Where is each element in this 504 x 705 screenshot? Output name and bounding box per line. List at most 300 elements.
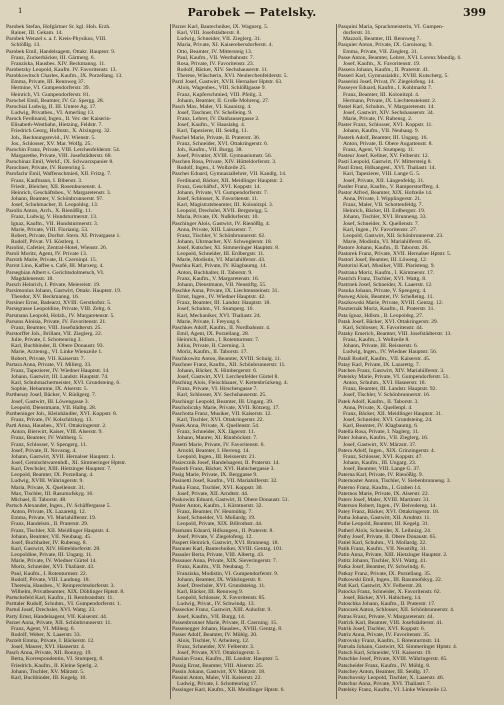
directory-entry: Johann, Tischler, XVI. Brunneng. 33. <box>343 214 427 221</box>
directory-entry: Parolin Anton, Arch., X. Rienößlg. 11. <box>6 208 93 215</box>
directory-entry: Karl, Tischler, XVI. Ottakringerstr. 22. <box>177 417 264 423</box>
directory-entry: Ludwig, Schneider, VII. Zieglerg. 31. <box>177 36 262 43</box>
directory-entry: Franz, Agent, VI. Millerg. 6. <box>11 625 75 632</box>
directory-entry: Partheninger Joh., Kleinhändler, XVI. Koppstr. 8. <box>6 410 118 417</box>
directory-entry: Patschke Josef, Private, XVIII. Währingerstr. 65. <box>338 656 448 663</box>
directory-entry: Paterson Robert, Ingen., IV. Belvedereg. 14. <box>338 502 437 509</box>
directory-entry: Josef, Privatier, XVIII. Gymnasiumstr. 56. <box>177 152 273 159</box>
directory-entry: Marie, Private, IV. Wiedner Gürtel 14. <box>11 558 97 565</box>
directory-entry: Berta, Korrespondentin, VI. Stumperg. 8. <box>11 656 104 663</box>
directory-entry: Pastorek Franz, Private, XVII. Hernalser Hptstr. 5. <box>338 251 452 258</box>
directory-entry: Josef, Private, II. Novarag. 4. <box>11 447 77 454</box>
directory-entry: Party Ernst, Handelsagent, VII. Kaiserstr. 44. <box>6 613 108 620</box>
directory-entry: Patoczek Anton, Schlosser, XII. Schönbrunnerstr. 4. <box>338 607 455 614</box>
directory-entry: Leopold, Drechsler, XVII. Bergsteigg. 5. <box>177 208 269 215</box>
directory-entry: Johann, Gastwirt, XVII. Hernalser Hauptstr. 1. <box>11 453 116 460</box>
directory-entry: Ignaz, Kaufm., VII. Hundsturmerstr. 3. <box>11 220 99 227</box>
directory-entry: Paschkes Adolf, Kaufm., II. Nordbahnstr. 4. <box>172 324 271 331</box>
directory-entry: Josef, Private, XVI. Ottakringerstr. 5. <box>177 650 261 657</box>
directory-entry: Franz, Beamter, IV. Waltherg. 5. <box>11 435 84 442</box>
directory-entry: Patruda Johann, Gastwirt, XI. Simmeringer Hptstr. 4. <box>338 644 458 651</box>
directory-entry: Maria, Private, XI. Kaiserebersdorferstr. 4. <box>177 42 273 49</box>
directory-entry: Magdalenenstr. 18. <box>11 275 54 282</box>
directory-entry: Passauer Anna, Private, XIX. Sieveringerstr. 7. <box>172 558 278 565</box>
directory-entry: Franz, Private, IV. Kolschitzkyg. 13. <box>11 417 93 423</box>
directory-entry: Pasuka Johann, Private, V. Spengerg. 4. <box>338 288 427 295</box>
directory-entry: Robert, Private, VII. Kaiserstr. 7. <box>11 355 85 362</box>
directory-entry: Pascholiczky Marie, Private, XVII. Rötzerg. 17. <box>172 404 280 411</box>
directory-entry: Johann, Bäcker, X. Himbergerstr. 6. <box>177 367 258 374</box>
directory-entry: Josef, Private, XII. Arndtstr. 44. <box>177 490 249 497</box>
directory-entry: Ludwig, Privat., IV. Schwindg. 13. <box>177 601 255 608</box>
directory-entry: Anna, Private, X. Quellenpl. 4. <box>343 404 413 411</box>
directory-entry: Pasrauer Karl, Bautechniker, XVIII. Gentzg. 101. <box>172 545 283 552</box>
directory-entry: Josef, Kaufm., X. Favoritenstr. 19. <box>343 60 421 67</box>
directory-entry: Patey Franz, Bäcker, XVI. Ottakringerstr. 18. <box>338 509 440 516</box>
directory-entry: Pasinetti Josef, Kaufm., VII. Mariahilferstr. 32. <box>172 478 278 485</box>
directory-entry: Joh., Kaufm., VII. Burgg. 38. <box>177 146 243 153</box>
directory-entry: Josef, Schneider, VI. Mollardg. 19. <box>177 515 256 522</box>
directory-entry: Ludwig, Privatbes., VI. Amerling 13. <box>11 109 95 116</box>
directory-entry: Passera Johann, Kaufm., II. Praterstr. 41. <box>338 66 430 73</box>
directory-entry: Paschotta Franz, Musiker, VII. Kaiserstr. 12. <box>172 410 272 417</box>
directory-entry: Passecker Franz, Gastwirt, XIII. Auhofstr. 9. <box>172 607 272 614</box>
directory-entry: Johann, Kaufm., VII. Neubaug. 9. <box>343 128 420 135</box>
directory-entry: Emma, Private, III. Rennweg 37. <box>11 79 85 86</box>
directory-entry: Franz, Geschäftsf., XVI. Koppstr. 14. <box>177 183 261 190</box>
directory-entry: Patschovsky Leopold, Tischler, X. Laaerstr. 46. <box>338 674 445 681</box>
directory-entry: Paspert Heinrich, Gastwirt, XVI. Brunneng. 18. <box>172 539 279 546</box>
directory-entry: Franz, Schlosser, XVI. Koppstr. 47. <box>343 453 423 460</box>
directory-entry: Josef, Taschner, IV. Schelleing. 9. <box>177 109 253 116</box>
directory-entry: Josef, Maurer, XVI. Hasnerstr. 4. <box>11 644 86 651</box>
directory-entry: Josef, Schuhm., VI. Stumperg. 16. <box>177 306 254 313</box>
directory-entry: Patchen Franz, Gastwirt, XIV. Mariahilferstr. 3. <box>338 367 445 374</box>
directory-entry: Johann, Maurer, XI. Rinnböckstr. 7. <box>177 435 258 442</box>
directory-entry: Patocka Franz, Schneider, X. Favoritenstr. 62. <box>338 588 441 595</box>
directory-entry: Patras Franz, Private, V. Margaretenstr. 44. <box>338 613 435 620</box>
directory-entry: Josef, Private, XII. Längenfeldg. 31. <box>343 177 425 184</box>
directory-entry: Leopold, Private, XIX. Billrothstr. 44. <box>177 521 263 528</box>
directory-entry: Anton, Bierwirt, Kaiser, VIII. Alserstr. 9. <box>11 429 103 436</box>
directory-entry: Josef, Gastwirt, XV. Märzstr. 37. <box>343 441 417 448</box>
directory-entry: Rudolf, Privat. VI. Köstlerg. 1. <box>11 238 81 245</box>
directory-entry: Parsimonius Johann, Gastwirt, Ottakr. Hauptstr. 19. <box>6 288 122 295</box>
directory-entry: Pathy Josef, Private, II. Obere Donaustr. 65. <box>338 533 437 540</box>
directory-entry: Johann, Private, VI. Gumpendorferstr. 7. <box>177 189 269 196</box>
directory-entry: Paska Franz, Tischler, XVI. Koppstr. 30. <box>172 484 263 491</box>
directory-entry: Pasweg Alois, Beamter, IV. Schelleing. 11. <box>338 294 434 301</box>
directory-entry: Johann, Tischler, XV. Märzstr. 5. <box>11 668 85 675</box>
directory-entry: Patall Rudolf, Kaufm., VII. Kaiserstr. 45. <box>338 355 431 362</box>
directory-entry: Franz, Lehrer, IV. Danhausergasse 2. <box>177 116 260 123</box>
directory-entry: Josef, Beamter, VIII. Lange G. 37. <box>343 466 421 473</box>
directory-entry: Patay Karl, Private, IX. Lazarettg. 7. <box>338 361 421 368</box>
directory-entry: Parochel Emil, Beamter, IV. Gr. Spergg. 28. <box>6 97 105 104</box>
directory-entry: Pasch Anna, Private, XII. Bonnyg. 19. <box>6 650 92 657</box>
directory-entry: Parofachr Emil, Waffenschmied, XII. Fritzg. 7. <box>6 171 112 178</box>
directory-entry: Marie, Modistin, VI. Mariahilferstr. 43. <box>177 257 266 264</box>
directory-entry: Parttaler Rudolf, Schuhm., VI. Gumpendorferstr. 1. <box>6 601 122 608</box>
directory-entry: Pastler Franz, Kaufm., V. Ramperstorfferg. 4. <box>338 183 440 190</box>
directory-entry: Leopold, Dienstmann, VII. Halbg. 28. <box>11 404 97 411</box>
directory-entry: Rudolf, Ingen., I. Wollzeile 25. <box>177 165 247 172</box>
directory-entry: Paskowitz Eduard, Gastwirt, II. Obere Donaustr. 51. <box>172 496 289 503</box>
directory-entry: Patha Johann, Gastwirt, XII. Arndtstr. 11. <box>338 515 431 522</box>
directory-entry: Pataky Emerich, Beamter, VIII. Josefstädterstr. 13. <box>338 331 452 338</box>
directory-entry: Paschke Anna, Private, IX. Liechtensteinstr. 31. <box>172 288 279 295</box>
directory-entry: Passer Adolf, Beamter, IV. Mühlg. 20. <box>172 631 258 638</box>
directory-entry: Josef, Gastwirt, III. Löwengasse 3. <box>11 398 89 405</box>
directory-entry: Karl, Schlosser, X. Favoritenstr. 44. <box>343 324 424 331</box>
directory-entry: Paschkowitz Anton, Beamter, XVIII. Schulg. 11. <box>172 355 282 362</box>
directory-entry: Parochin Franz, Private, VIII. Lerchenfelderstr. 54. <box>6 146 121 153</box>
directory-entry: Karl, Beamter, IV. Klagbaumg. 6. <box>343 423 419 430</box>
running-head: Parobek — Patelsky. <box>187 6 317 19</box>
directory-entry: Marie, Private, IV. Rubensg. 2. <box>343 116 413 123</box>
directory-entry: Pathe Leopold, Beamter, III. Kegelg. 31. <box>338 521 430 528</box>
directory-entry: Pasching Alois, Fleischhauer, V. Kettenbrückeng. 4. <box>172 380 289 387</box>
directory-entry: Patiel Karl, Schuhm., VI. Mollardg. 22. <box>338 539 427 546</box>
directory-entry: Johann, Private, III. Reisnerstr. 6. <box>343 343 419 350</box>
directory-entry: Ludwig, XVIII. Währingerstr. 9. <box>11 478 84 485</box>
directory-entry: Josef, Bäcker, XVI. Habicherg. 14. <box>343 595 422 602</box>
directory-entry: Franz, Bäcker, XII. Meidlinger Hauptstr. 31. <box>343 410 443 417</box>
directory-entry: Patrovsky Franz, Kaufm., I. Rotenturmstr. 14. <box>338 638 441 645</box>
directory-entry: Franziska, Hausbes. XIV. Beckmanng. 11. <box>11 60 106 67</box>
directory-entry: Karl, Magistratsbeamter, III. Kolonitzpl. 3. <box>177 202 274 209</box>
directory-entry: Heinrich, Hdlsm., I. Rotenturmstr. 7. <box>177 337 260 344</box>
directory-entry: Josef, Gastwirt, XVI. Lerchenfelder Gürtel 8. <box>177 374 279 381</box>
column-3 <box>338 24 500 699</box>
directory-entry: Leopold, Schneider, III. Erdbergstr. 11. <box>177 251 265 258</box>
directory-entry: Karl, Schuhmachermeister, XVI. Grundsteing. 6. <box>11 380 121 387</box>
directory-entry: Patsch Karl, Schneider, VII. Kaiserstr. 19. <box>338 650 432 657</box>
directory-entry: Paterno Franz, Kaufm., I. Graben 14. <box>338 484 422 491</box>
directory-entry: Patherl Alois, Schneider, X. Leibnizg. 24. <box>338 527 432 534</box>
directory-entry: Franz, Kaufmann, I. Biberstr. 3. <box>11 177 83 184</box>
directory-entry: Leopold, Ingen., III. Reisnerstr. 21. <box>177 453 256 460</box>
directory-entry: Maria, Private, IX. Nußdorferstr. 10. <box>177 214 259 221</box>
directory-entry: Emma, Private, VII. Zieglerg. 31. <box>343 48 419 55</box>
directory-entry: Margarethe, Private, VIII. Josefstädterstr. 68. <box>11 152 112 159</box>
directory-entry: Passe Anton, Beamter, Lehrer, XVI. Lorenz Mandlg. 6. <box>338 54 462 61</box>
directory-entry: Paternos Marie, Private, IX. Alserstr. 22. <box>338 490 430 497</box>
directory-entry: Parzl Josef, Gastwirt, XVII. Hernalser Hptstr. 63. <box>172 79 283 86</box>
directory-entry: Johann, Beamter, V. Schönbrunnerstr. 97. <box>11 195 104 202</box>
directory-entry: Patak Josef, Bäcker, XVI. Ottakringerstr. 29. <box>338 318 439 325</box>
directory-entry: Pasetti Marie, Private, IV. Favoritenstr. 6. <box>172 441 265 448</box>
directory-entry: Josef, Kutscher, XI. Simmeringer Hauptstr. 8. <box>177 245 280 252</box>
directory-entry: Max, Tischler, III. Rasumofskyg. 16. <box>11 490 94 497</box>
directory-entry: Theresia, Hausbes., V. Reinprechtsdorferstr. 3. <box>11 582 115 589</box>
directory-entry: Passeri Karl, Gymnasialdir., XVIII. Kutscherg. 5. <box>338 73 449 80</box>
directory-entry: Pasquini Maria, Sprachmeisterin, VI. Gumpen- <box>338 24 444 30</box>
directory-entry: Marie, Private, VIII. Florianig. 53. <box>11 226 89 233</box>
directory-entry: Pastrnek Josef, Schneider, X. Laaerstr. 12. <box>338 281 433 288</box>
directory-entry: Paschingr Leopold, Beamter, III. Ungarg. 39. <box>172 398 274 405</box>
directory-entry: Parochinaz Emil, Werkf., IX. Schwarzspanier 8. <box>6 159 114 166</box>
directory-entry: Paster Franz, Schlosser, XVI. Koppstr. 11. <box>338 122 433 129</box>
directory-entry: Paschka Karl, Private, IV. Klagbaumg. 14. <box>172 263 267 270</box>
directory-entry: Partara Anna, Private, VI. Millerg. 33. <box>6 361 92 368</box>
directory-entry: Jos., Schlosser, XV. Mar. Wolfg. 25. <box>11 140 92 147</box>
directory-entry: Emil, Agent, IX. Porzellang. 28. <box>177 331 250 338</box>
directory-entry: Pasquier Anton, Private, IX. Garnisong. 9. <box>338 42 433 49</box>
directory-entry: Parock Ferdinand, Ingen., II. Ver. der Kaiserin- <box>6 116 112 123</box>
directory-entry: Franz, Beamter, IV. Heumühlg. 7. <box>177 509 253 516</box>
directory-entry: Passinger Karl, Kaufm., XII. Meidlinger Hptstr. 6. <box>172 687 285 694</box>
directory-entry: Johann, Uhrmacher, XV. Schweglerstr. 18. <box>177 238 273 245</box>
directory-entry: Patschey Anton, Beamter, III. Seidlg. 17. <box>338 668 430 675</box>
directory-entry: Franz, Ludwig, V. Hundsturmerstr. 13. <box>11 214 98 221</box>
directory-entry: Marie, Private, I. Freyung 6. <box>177 318 241 325</box>
directory-entry: Rudolf, Bäcker, XIV. Sechshauserstr. 11. <box>177 66 269 73</box>
directory-entry: Passini Anton, Maler, VII. Kaiserstr. 22. <box>172 674 262 681</box>
directory-entry: Patik Franz, Kaufm., VII. Neustiftg. 31. <box>338 545 428 552</box>
directory-entry: Anna, Private, I. Wipplingerstr. 21. <box>343 195 422 202</box>
directory-entry: Franz, Zuckerbäcker, III. Gärtnerg. 6. <box>11 54 96 61</box>
directory-entry: Franz, Maler, VII. Schottenfeldg. 7. <box>343 202 423 209</box>
directory-entry: Karl, Ingen., IV. Favoritenstr. 27. <box>343 226 418 233</box>
directory-entry: Franz, Kaufm., I. Wollzeile 8. <box>343 337 410 344</box>
directory-entry: Karl, Buchbinder, III. Kegelg. 10. <box>11 674 87 681</box>
directory-entry: Parolini, Cafetier, Zentral-Hotel, Wienstr. 26. <box>6 245 108 252</box>
directory-entry: Josef, Schneider, X. Quellenstr. 7. <box>343 220 420 227</box>
directory-entry: Anton, Private, II. Obere Augartenstr. 8. <box>343 140 433 147</box>
directory-entry: Johann, Dienstmann, VII. Neustiftg. 55. <box>177 281 267 288</box>
directory-entry: Patl Karl, Gastwirt, XV. Felberstr. 28. <box>338 582 423 589</box>
directory-entry: Josef, Schuhmacher, II. Leopoldsg. 13. <box>11 202 99 209</box>
directory-entry: Josef, Private, V. Ziegelofeng. 12. <box>177 533 253 540</box>
directory-entry: Josef, Kaufm., V. Hauslabg. 4. <box>177 122 246 129</box>
directory-entry: Alois, Wagenbes., VIII. Schlößlgasse 9. <box>177 85 266 92</box>
directory-entry: Pastrana Moriz, Kaufm., I. Kärntnerstr. 17. <box>338 269 435 276</box>
left-page-number: 1 <box>18 7 23 15</box>
column-divider <box>336 24 337 699</box>
directory-entry: Johann, Kaufm., III. Ungarg. 23. <box>343 459 417 466</box>
directory-entry: Franz, Beamter, III. Kolonitzpl. 4. <box>343 91 420 98</box>
directory-entry: Mazzoli, Beamter, III. Rennweg 7. <box>343 36 421 43</box>
directory-entry: Parsch Heinrich, I. Private, Meiereistr. 19. <box>6 281 101 288</box>
directory-entry: Franz, Tischler, XII. Meidlinger Hauptstr. 4. <box>11 527 110 534</box>
directory-entry: Passig Ernst, Beamter, VIII. Alserstr. 25. <box>172 662 264 669</box>
directory-entry: Josef, Kaufm., VII. Burgg. 14. <box>177 613 246 620</box>
directory-entry: Franz, Kaufm., VII. Neubaug. 7. <box>177 564 250 571</box>
directory-entry: Hermann, Private, IX. Liechtensteinstr. 2. <box>343 97 437 104</box>
directory-entry: Franz, Kaufm., V. Margaretenstr. 16. <box>177 275 260 282</box>
directory-columns <box>6 24 498 699</box>
directory-entry: Friedr., Bleicher, XII. Rosenbursenstr. 4. <box>11 183 102 190</box>
directory-entry: Pastl Ernst, Hdlsangest., XVI. Thaliastr. 14. <box>338 165 436 172</box>
directory-entry: Sophie, Hebamme, IX. Alserstr. 5. <box>11 386 88 393</box>
directory-entry: Marie, Ärztensg., VI. Linke Wienzeile 1. <box>11 349 103 356</box>
directory-entry: Rudolf, Private, VIII. Laudong. 18. <box>11 576 90 583</box>
directory-entry: Patek Adolf, Kaufm., II. Taborstr. 3. <box>338 398 419 405</box>
directory-entry: Pata Ignaz, Hdlsm., II. Leopoldsg. 27. <box>338 312 424 319</box>
directory-entry: Passin Johann, Gastwirt, XV. Märzstr. 18. <box>172 668 266 675</box>
directory-entry: Johann, Beamter, II. Große Mohreng. 27. <box>177 97 270 104</box>
directory-entry: Parobek Stefan, Hofgärtner Sr. kgl. Hoh. Erzh. <box>6 24 111 30</box>
directory-entry: Parobek Emil, Handelsagent, Ottakr. Hauptstr. 9. <box>6 48 116 55</box>
directory-entry: Parobkowitsch Charles, Kaufm., IX. Porzellang. 13. <box>6 73 123 80</box>
directory-entry: Johann, Beamter, IX. Währingerstr. 8. <box>177 576 262 583</box>
directory-entry: Patriz Anna, Private, IV. Favoritenstr. 35. <box>338 631 431 638</box>
directory-entry: Franz, Agent, VI. Stumperg. 11. <box>343 146 415 153</box>
directory-entry: Pascher Eduard, Gymnasiallehrer, VII. Kandlg. 14. <box>172 171 287 178</box>
directory-entry: Anna, Private, XIII. Lainzerstr. 7. <box>177 226 253 233</box>
directory-entry: Passian Franz, Kaufm., III. Landstr. Hauptstr. 5. <box>172 656 280 663</box>
column-1 <box>6 24 168 699</box>
directory-entry: Maria, Private, X. Quellenstr. 31. <box>11 484 86 491</box>
directory-entry: Passaler Berta, Private, VIII. Albertg. 43. <box>172 552 265 559</box>
directory-entry: Karl, Bäcker, III. Rennweg 9. <box>177 588 244 595</box>
directory-entry: Pastori Josef, Beamter, III. Löweng. 12. <box>338 257 428 264</box>
directory-entry: Joh., Rechnungsrevid., IV. Wienstr. 5. <box>11 134 96 141</box>
directory-entry: Patin Anna, Private, XIII. Hietzinger Hauptstr. 2. <box>338 552 448 559</box>
directory-entry: Julie, Private, I. Schottenring 3. <box>11 337 82 344</box>
directory-entry: Paschner Franz, Kaufm., XII. Schönbrunnerstr. 11. <box>172 361 286 368</box>
directory-entry: Franz, Private, VI. Hirschengasse 7. <box>177 386 258 393</box>
directory-entry: Michael, II. Taborstr. 48. <box>11 496 67 503</box>
directory-entry: Anton, Buchhalter, II. Taborstr. 9. <box>177 269 253 276</box>
directory-entry: Anton, Schuhm., XVI. Hasnerstr. 18. <box>343 380 426 387</box>
directory-entry: Karl, Tapezierer, VIII. Lange G. 5. <box>343 171 421 178</box>
directory-entry: Patkay Franz, Private, IX. Porzellang. 35. <box>338 570 432 577</box>
directory-entry: Paszkowski Marie, Private, XVIII. Gentzg. 12. <box>338 300 444 307</box>
directory-entry: Partschefeld Karl, Kaufm., II. Rembrandtstr. 11. <box>6 595 114 602</box>
directory-entry: Parstorffer Joh., Brillant, VII. Zieglerg. 22. <box>6 331 103 338</box>
directory-entry: Pastel Karl, Schuhm., V. Margaretenstr. 14. <box>338 103 435 110</box>
directory-entry: Patella Rosa, Private, I. Naglerg. 11. <box>338 429 420 436</box>
directory-entry: Patkowski Emil, Ingen., III. Rasumofskyg. 22. <box>338 576 443 583</box>
directory-entry: Passenegger Johann, Hausbes., XVIII. Gentzg. 8. <box>172 625 283 632</box>
directory-entry: Parrot Lino, Kaffee s. Café, III. Marxerg. 4. <box>6 263 104 270</box>
directory-entry: Ludwig, Ingen., IV. Wiedner Hauptstr. 56. <box>343 349 438 356</box>
directory-entry: Pastrich Franz, Tischler, XVI. Wattg. 8. <box>338 275 427 282</box>
directory-entry: Leopold, Schlosser, X. Favoritenstr. 85. <box>177 595 266 602</box>
directory-entry: Johann, Gastwirt, III. Landstr. Hauptstr. 74. <box>11 374 109 381</box>
directory-entry: Wilhelm, Privatbeamter, XIX. Döblinger Hptstr. 8. <box>11 588 125 595</box>
directory-entry: Hermine, VI. Gumpendorferstr. 39. <box>11 85 90 92</box>
directory-entry: Josef, Drechsler, XVI. Grundsteing. 11. <box>177 582 266 589</box>
directory-entry: Paszternák Moriz, Kaufm., II. Praterstr. 31. <box>338 306 435 313</box>
directory-entry: Karl, Tapezierer, III. Seidlg. 11. <box>177 128 248 135</box>
directory-entry: Josef, Gastwirt, XIV. Sechshauserstr. 34. <box>343 109 435 116</box>
directory-entry: Pasig Marie, Private, IX. Berggasse 9. <box>172 472 258 479</box>
directory-entry: Franz, Schneider, XV. Felberstr. 3. <box>177 644 255 651</box>
directory-entry: Leopold, Gastwirt, XII. Schönbrunnerstr. 23. <box>343 232 444 239</box>
directory-entry: Pasierb Franz, Bäcker, XVI. Habichergasse 3. <box>172 466 275 473</box>
directory-entry: Pastore Johann, Kaufm., II. Taborstr. 26. <box>338 245 429 252</box>
directory-entry: Patka Josef, Beamter, IV. Schwindg. 6. <box>338 564 425 571</box>
directory-entry: Heinrich, VI. Gumpendorferstr. 81. <box>11 91 90 98</box>
directory-entry: Franz, Tischler, V. Schönbrunnerstr. 62. <box>177 232 266 239</box>
directory-entry: Karl, VIII. Josefstädterstr. 8. <box>177 30 241 37</box>
directory-entry: Moriz, Schneider, XVI. Thaliastr. 43. <box>11 564 95 571</box>
directory-entry: Karl, Drechsler, XIII. Hietzinger Hauptstr. 7. <box>11 466 112 473</box>
directory-entry: Parzelt Emma, Private, I. Bäckerstr. 12. <box>6 638 95 645</box>
directory-entry: Pasler Anton, Kaufm., I. Kärntnerstr. 32. <box>172 502 263 509</box>
directory-entry: Parochial Ludwig, II. III. Untere Ag. 17. <box>6 103 97 110</box>
directory-entry: Marie, Modistin, VI. Mariahilferstr. 85. <box>343 238 432 245</box>
column-divider <box>170 24 171 699</box>
directory-entry: Friedrich Georg, Hofmstr., X. Alxingerg. 32. <box>11 128 112 135</box>
directory-entry: Patscheider Franz, Kaufm., IV. Mühlg. 8. <box>338 662 431 669</box>
directory-entry: Josef, Gemischtwarenhdl., XI. Simmeringer Hptstr. <box>11 459 127 466</box>
directory-entry: Johann, Beamter, VII. Neubaug. 45. <box>11 533 92 540</box>
directory-entry: Leopold, Beamter, IX. Porzellang. 4. <box>11 472 94 479</box>
directory-entry: Franz, Kupferschmied, VIII. Pfeilg. 3. <box>177 91 263 98</box>
directory-entry: Franz, Beamter, VIII. Josefstädterstr. 25. <box>11 324 102 331</box>
directory-entry: Rosa, Private, IV. Favoritenstr. 23. <box>177 60 255 67</box>
directory-entry: Pateisky Marie, Private, VI. Gumpendorferstr. 51. <box>338 374 450 381</box>
directory-entry: Parthenay Josef, Bäcker, V. Rüdigerg. 7. <box>6 392 97 399</box>
directory-entry: Patrick Karl, Beamter, VIII. Josefstädterstr. 41. <box>338 619 444 626</box>
directory-entry: Pasterk Adolf, Beamter, III. Ungarg. 16. <box>338 134 428 141</box>
directory-entry: Patrik Josef, Tischler, XVI. Koppstr. 6. <box>338 625 426 632</box>
directory-entry: Parzer Anna, Private, XII. Schönbrunnerstr. 11. <box>6 619 112 626</box>
directory-entry: Leopoldine, Private, III. Ungarg. 11. <box>11 552 93 559</box>
directory-entry: Franz, Beamter, III. Landstr. Hauptstr. 92. <box>343 386 437 393</box>
directory-entry: Pastor Alfred, Beamter, XIX. Hofzeile 14. <box>338 189 433 196</box>
directory-entry: Rainer, III. Gekam. 14. <box>11 30 63 37</box>
directory-entry: Emma, Private, VI. Mariahilferstr. 19. <box>11 515 97 522</box>
directory-entry: Paternoster Anton, Tischler, V. Siebenbrunneng. 3. <box>338 478 451 485</box>
directory-entry: Parobek Wenzel s. a. f. Kreis-Physikus, VIII. <box>6 36 107 43</box>
directory-entry: Parsegrasse Leopoldine, Private, VIII. Zeltg. 6. <box>6 306 112 313</box>
directory-entry: Franz, Schneider, XX. Jägerstr. 11. <box>177 429 256 436</box>
directory-entry: Franz, Beamter, III. Landstr. Hauptstr. 18. <box>177 300 271 307</box>
directory-entry: Karl, Mechaniker, XVI. Thaliastr. 24. <box>177 312 262 319</box>
directory-entry: Schlößlg. 13. <box>11 42 41 49</box>
directory-entry: Paroli Moritz, Agent, IV. Private 13. <box>6 251 88 258</box>
directory-entry: Partsch Alexander, Ingen., IV. Schäffergasse 5. <box>6 502 111 509</box>
directory-entry: Paschel Marie, Private, II. Praterstr. 36. <box>172 134 261 141</box>
directory-entry: Passeyer Eduard, Kaufm., I. Kohlmarkt 7. <box>338 85 433 92</box>
directory-entry: Ernst, Ingen., IV. Wiedner Hauptstr. 42. <box>177 294 266 301</box>
directory-entry: Franz, Handelsm., II. Praterstr. 29. <box>11 521 89 528</box>
directory-entry: Parobetzky Leopold, Kaufm. IV. Favoritenstr. 13. <box>6 66 117 73</box>
directory-entry: Franz, Tapezierer, IV. Wiedner Hauptstr. 14. <box>11 367 110 374</box>
directory-entry: Pasiecznik Josef, Handelsagent, II. Praterstr. 14. <box>172 459 280 466</box>
directory-entry: Josef, Schneider, XVI. Grundsteing. 24. <box>343 417 433 423</box>
directory-entry: Ferdinand, Bäcker, XII. Meidlinger Hauptstr. 2. <box>177 177 284 184</box>
directory-entry: Patschur Anna, Private, XVI. Thaliastr. 7. <box>338 681 432 688</box>
directory-entry: Pater Johann, Kaufm., VII. Zieglerg. 16. <box>338 435 429 442</box>
directory-entry: Ludwig, Private, I. Schottenring 17. <box>177 681 258 688</box>
directory-entry: Paterna Karl, Private, IV. Rienößlg. 9. <box>338 472 424 479</box>
directory-entry: Parsiner Ernst, Badearzt, XVIII. Gersthofstr. 5. <box>6 300 112 307</box>
directory-entry: Patera Adolf, Ingen., XIX. Grinzingerstr. 4. <box>338 447 436 454</box>
directory-entry: Paul, Kaufm., VII. Westbahnstr. 7. <box>177 54 255 61</box>
directory-entry: Friedrich, Kaufm., II. Kleine Sperlg. 2. <box>11 662 99 669</box>
directory-entry: Arnold, Beamter, I. Herreng. 14. <box>177 447 250 454</box>
directory-entry: Patoschka Johann, Kaufm., II. Praterstr. 17. <box>338 601 436 608</box>
directory-entry: Paschen Rosa, Private, XIV. Hütteldorferstr. 3. <box>172 159 277 166</box>
directory-entry: Parzer Karl, Bautechniker, IX. Wagnerg. 5. <box>172 24 269 30</box>
directory-entry: Moriz, Kaufm., II. Taborstr. 17. <box>177 349 248 356</box>
directory-entry: Robert, Private, Dorfstr. Stern. XI. Privatgasse 1. <box>11 232 121 239</box>
directory-entry: Parochner, Private, IV. Rotenring 5. <box>6 165 86 172</box>
directory-entry: Parseghian Albert s. Gerichtsdolmetsch, VI. <box>6 269 105 276</box>
directory-entry: Josef, Tischler, V. Schönbrunnerstr. 16. <box>343 392 431 399</box>
directory-entry: Otto, Beamter, IV. Mittersteig 13. <box>177 48 253 55</box>
directory-entry: Rudolf, Weber, X. Laaerstr. 33. <box>11 631 81 638</box>
directory-entry: Franz, Schneider, XVI. Ottakringerstr. 6. <box>177 140 269 147</box>
directory-entry: Paschinger Alois, Gastwirt, IV. Rienößlg. 4. <box>172 220 271 227</box>
directory-entry: Karl, Buchbinder, II. Obere Donaustr. 93. <box>11 343 104 350</box>
